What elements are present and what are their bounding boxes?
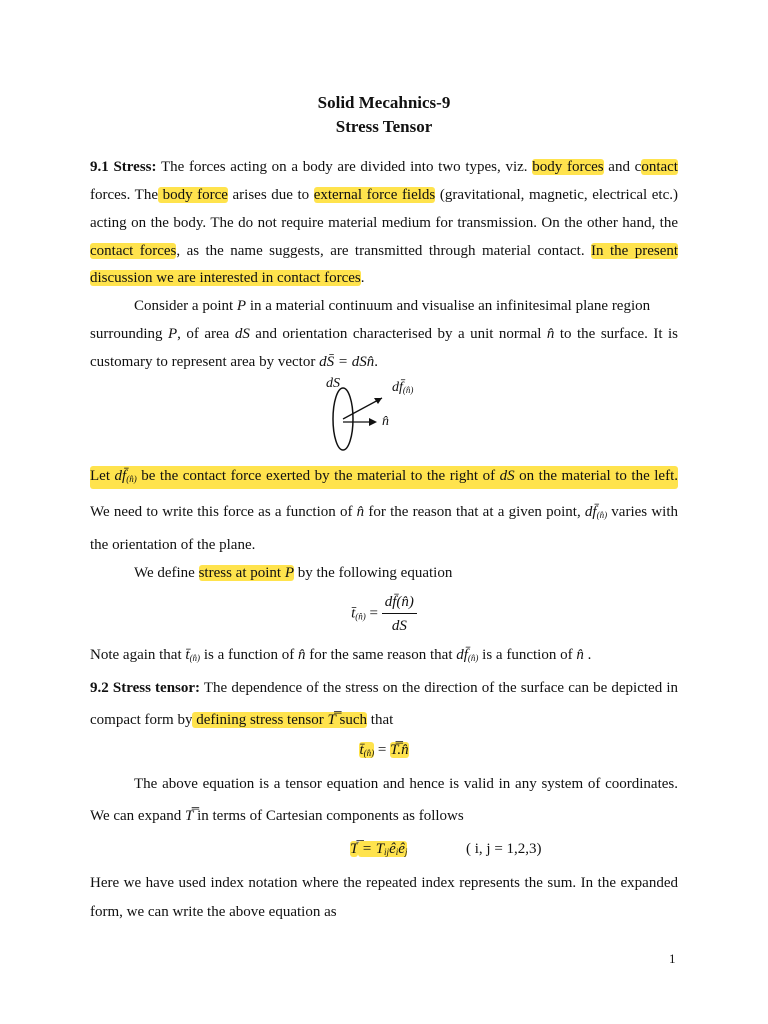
highlight-contact-forces: contact forces: [90, 243, 177, 259]
text: , of area: [177, 326, 235, 342]
tensor-equation: [90, 740, 678, 763]
math-n-hat: n̂: [297, 647, 306, 663]
figure-label-dS: dS: [326, 376, 340, 391]
math-df: df̄: [114, 468, 127, 484]
text: is a function of: [478, 647, 577, 663]
s92-heading: 9.2 Stress tensor:: [90, 680, 201, 696]
text: t̄: [351, 605, 356, 622]
page-number: 1: [669, 951, 676, 966]
highlight-stress-at-point: [199, 565, 294, 581]
figure-label-df: [392, 380, 413, 396]
highlight-body-forces: body forces: [532, 159, 604, 175]
text: t̄: [359, 742, 364, 758]
highlight-body-force: body force: [158, 187, 228, 203]
text: We need to write this force as a function of: [90, 504, 357, 520]
text: T̿: [350, 841, 359, 857]
text: and orientation characterised by a unit normal: [249, 326, 547, 342]
text: be the contact force exerted by the material to the right of: [136, 468, 500, 484]
math-P: P: [284, 565, 295, 581]
para5-line-1: [90, 645, 678, 668]
text: such: [335, 712, 368, 728]
text: , as the name suggests, are transmitted through material contact.: [176, 243, 592, 259]
text: (n̂): [402, 385, 414, 395]
s92-line-2: [90, 710, 678, 730]
math-n-hat: n̂: [576, 647, 584, 663]
math-dS: dS: [234, 326, 250, 342]
expansion-equation: [350, 839, 407, 862]
highlight-t: [359, 742, 374, 758]
text: is a function of: [200, 647, 298, 663]
para3-line-1-highlight: [90, 466, 678, 489]
doc-title: Solid Mecahnics-9: [317, 93, 451, 112]
math-n-hat: n̂: [356, 504, 365, 520]
index-range: ( i, j = 1,2,3): [466, 841, 542, 857]
highlight-defining-stress-tensor: [192, 712, 367, 728]
para3-line-3: the orientation of the plane.: [90, 537, 256, 553]
text: to the surface. It is: [554, 326, 679, 342]
text: ê: [389, 841, 396, 857]
math-t: t̄: [185, 647, 190, 663]
text: stress at point: [198, 565, 285, 581]
math-P: P: [236, 298, 247, 314]
text: customary to represent area by vector: [90, 354, 320, 370]
text: for the same reason that: [305, 647, 457, 663]
para3-line-2: [90, 502, 678, 525]
highlight-T-dot-n: [390, 742, 408, 758]
text: (n̂): [126, 474, 137, 484]
text: .: [583, 647, 592, 663]
s92-line-1: [90, 678, 678, 698]
math-dS: dS: [499, 468, 515, 484]
text: df̄(n̂): [382, 592, 417, 614]
text: in a material continuum and visualise an infinitesimal plane region: [246, 298, 651, 314]
figure-label-n: n̂: [382, 414, 389, 429]
highlight-ontact: ontact: [641, 159, 678, 175]
math-df: df̄: [584, 504, 597, 520]
s92-para3-line-2: form, we can write the above equation as: [90, 904, 337, 920]
highlight-in-the-present: In the present: [591, 243, 679, 259]
highlight-discussion: discussion we are interested in contact forces: [90, 270, 361, 286]
text: dS: [391, 618, 407, 634]
highlight-external-force-fields: external force fields: [313, 187, 436, 203]
text: .n̂: [397, 742, 409, 758]
text: .: [374, 354, 378, 370]
text: We define: [134, 565, 199, 581]
text: (n̂): [596, 510, 608, 520]
text: arises due to: [227, 187, 314, 203]
text: T̿: [327, 712, 336, 728]
text: on the material to the left.: [514, 468, 679, 484]
text: ij: [384, 847, 390, 857]
text: (n̂): [189, 653, 201, 663]
para4-line-1: [134, 563, 678, 583]
text: j: [404, 847, 408, 857]
math-n-hat: n̂: [546, 326, 555, 342]
text: i: [395, 847, 399, 857]
text: defining stress tensor: [192, 712, 328, 728]
text: (n̂): [467, 653, 479, 663]
text: surrounding: [90, 326, 168, 342]
text: =: [374, 742, 391, 758]
s92-para2-line-2: [90, 806, 678, 826]
text: by the following equation: [294, 565, 453, 581]
math-df: df̄: [456, 647, 468, 663]
text: compact form by: [90, 712, 193, 728]
text: The dependence of the stress on the direction of the surface can be depicted in: [200, 680, 678, 696]
s92-para2-line-1: The above equation is a tensor equation and hence is valid in any system of coordinates.: [134, 776, 678, 792]
fraction: [382, 592, 417, 636]
text: T̿: [185, 808, 194, 824]
text: Let: [90, 468, 115, 484]
normal-arrow-head: [369, 418, 377, 426]
text: = T: [358, 841, 385, 857]
math-area-vector: dS̄ = dSn̂: [319, 354, 375, 370]
text: Consider a point: [134, 298, 237, 314]
text: that: [367, 712, 394, 728]
text: (n̂): [355, 611, 366, 622]
text: and c: [603, 159, 642, 175]
text: (n̂): [363, 748, 375, 758]
text: We can expand: [90, 808, 185, 824]
text: varies with: [607, 504, 679, 520]
doc-subtitle: Stress Tensor: [335, 117, 433, 136]
s91-heading: 9.1 Stress:: [90, 159, 157, 175]
text: forces. The: [90, 187, 159, 203]
math-P: P: [167, 326, 178, 342]
text: ê: [398, 841, 405, 857]
text: .: [360, 270, 365, 286]
highlight-equation: [358, 841, 407, 857]
text: T̿: [390, 742, 398, 758]
stress-equation: [90, 592, 678, 636]
text: =: [365, 605, 382, 622]
text: (gravitational, magnetic, electrical etc.): [435, 187, 678, 203]
s91-line-3: acting on the body. The do not require material medium for transmission. On the other hand, the: [90, 215, 678, 231]
text: The forces acting on a body are divided into two types, viz.: [156, 159, 533, 175]
text: in terms of Cartesian components as follows: [193, 808, 464, 824]
text: for the reason that at a given point,: [364, 504, 585, 520]
text: Note again that: [90, 647, 186, 663]
text: df̄: [392, 380, 403, 395]
s92-para3-line-1: Here we have used index notation where the repeated index represents the sum. In the expanded: [90, 875, 678, 891]
